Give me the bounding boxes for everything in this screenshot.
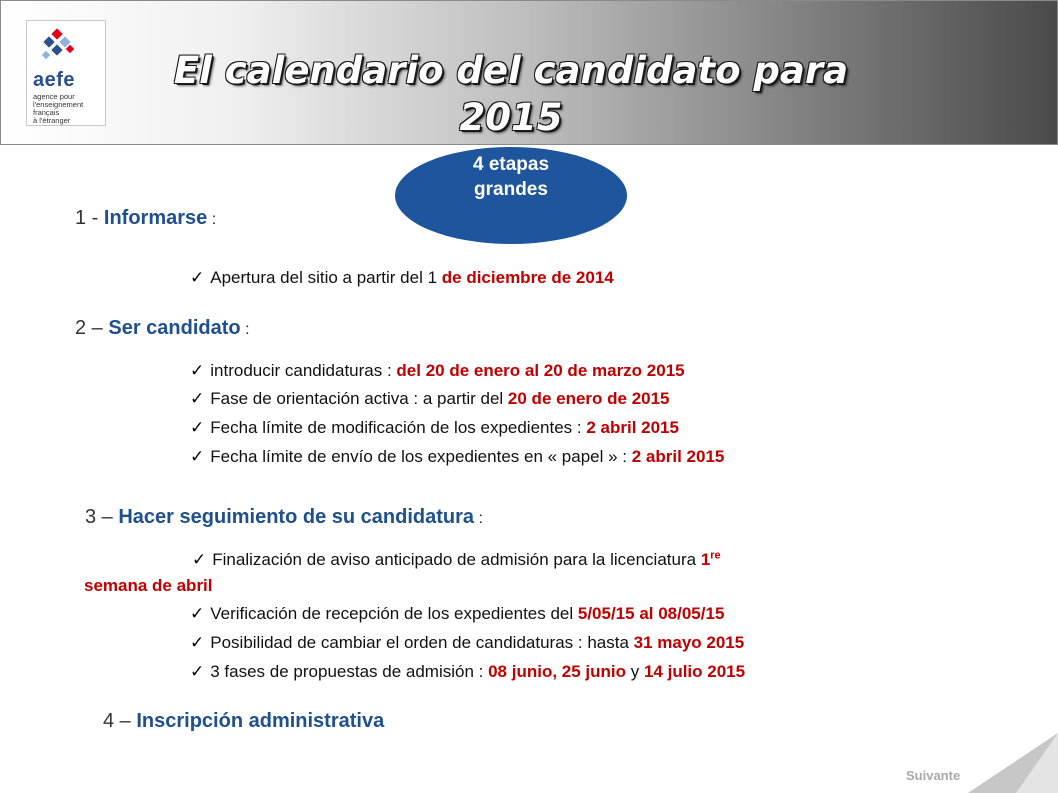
steps-badge-line-1: 4 etapas — [472, 154, 550, 175]
list-item — [190, 633, 744, 653]
page-corner-fold-icon[interactable] — [968, 733, 1058, 793]
item-text: Finalización de aviso anticipado de admisión para la licenciatura — [212, 550, 701, 569]
check-icon: ✓ — [190, 447, 205, 466]
section-label: Inscripción administrativa — [136, 710, 385, 732]
logo-subtitle-line: français — [33, 108, 60, 117]
section-number: 2 – — [75, 317, 109, 339]
item-text: Fase de orientación activa : a partir del — [210, 389, 508, 408]
page-title-line-2: 2015 — [459, 96, 563, 139]
section-colon: : — [474, 510, 483, 527]
aefe-logo-icon — [39, 28, 79, 66]
check-icon: ✓ — [190, 662, 205, 681]
item-highlight: de diciembre de 2014 — [441, 268, 614, 287]
list-item — [190, 361, 685, 381]
list-item — [190, 389, 670, 409]
logo-subtitle-line: l'enseignement — [33, 100, 84, 109]
section-label: Ser candidato — [108, 317, 241, 339]
item-superscript: re — [710, 549, 721, 562]
item-highlight: 31 mayo 2015 — [633, 633, 745, 652]
next-slide-link[interactable]: Suivante — [906, 768, 961, 783]
list-item-continuation — [84, 576, 213, 596]
item-highlight: 2 abril 2015 — [631, 447, 725, 466]
section-heading-ser-candidato — [75, 317, 250, 340]
item-text: Fecha límite de modificación de los expedientes : — [210, 418, 587, 437]
logo-name: aefe — [33, 69, 76, 91]
item-text: Posibilidad de cambiar el orden de candidaturas : hasta — [210, 633, 634, 652]
item-text: 3 fases de propuestas de admisión : — [210, 662, 489, 681]
check-icon: ✓ — [190, 361, 205, 380]
item-text: y — [626, 662, 644, 681]
list-item — [190, 268, 614, 288]
list-item — [192, 550, 721, 570]
section-heading-informarse — [75, 207, 216, 230]
item-highlight: 14 julio 2015 — [643, 662, 746, 681]
item-text: Apertura del sitio a partir del 1 — [210, 268, 442, 287]
item-text: introducir candidaturas : — [210, 361, 397, 380]
check-icon: ✓ — [190, 268, 205, 287]
check-icon: ✓ — [192, 550, 207, 569]
aefe-logo — [26, 20, 106, 126]
check-icon: ✓ — [190, 604, 205, 623]
logo-subtitle-line: à l'étranger — [33, 116, 71, 125]
item-highlight: del 20 de enero al 20 de marzo 2015 — [396, 361, 685, 380]
steps-badge-text — [395, 152, 627, 202]
steps-badge — [395, 147, 627, 244]
item-text: Fecha límite de envío de los expedientes en « papel » : — [210, 447, 632, 466]
check-icon: ✓ — [190, 418, 205, 437]
item-highlight: 1 — [700, 550, 711, 569]
item-text: Verificación de recepción de los expedientes del — [210, 604, 578, 623]
page-title-line-1: El calendario del candidato para — [173, 49, 849, 92]
steps-badge-line-2: grandes — [474, 179, 548, 200]
item-highlight: 20 de enero de 2015 — [507, 389, 670, 408]
section-label: Informarse — [103, 207, 208, 229]
list-item — [190, 447, 724, 467]
section-colon: : — [207, 211, 217, 228]
section-label: Hacer seguimiento de su candidatura — [118, 506, 475, 528]
list-item — [190, 418, 679, 438]
logo-subtitle-line: agence pour — [33, 92, 75, 101]
section-number: 4 – — [103, 710, 137, 732]
section-number: 3 – — [85, 506, 119, 528]
list-item — [190, 662, 745, 682]
check-icon: ✓ — [190, 389, 205, 408]
item-highlight: 5/05/15 al 08/05/15 — [577, 604, 725, 623]
slide-header — [0, 0, 1058, 145]
list-item — [190, 604, 724, 624]
section-heading-inscripcion — [103, 710, 384, 733]
section-number: 1 - — [75, 207, 104, 229]
item-highlight: 08 junio, 25 junio — [488, 662, 627, 681]
page-title — [161, 47, 861, 141]
section-colon: : — [240, 321, 250, 338]
check-icon: ✓ — [190, 633, 205, 652]
item-highlight: semana de abril — [84, 576, 213, 595]
logo-subtitle — [33, 93, 105, 125]
item-highlight: 2 abril 2015 — [586, 418, 679, 437]
section-heading-seguimiento — [85, 506, 483, 529]
